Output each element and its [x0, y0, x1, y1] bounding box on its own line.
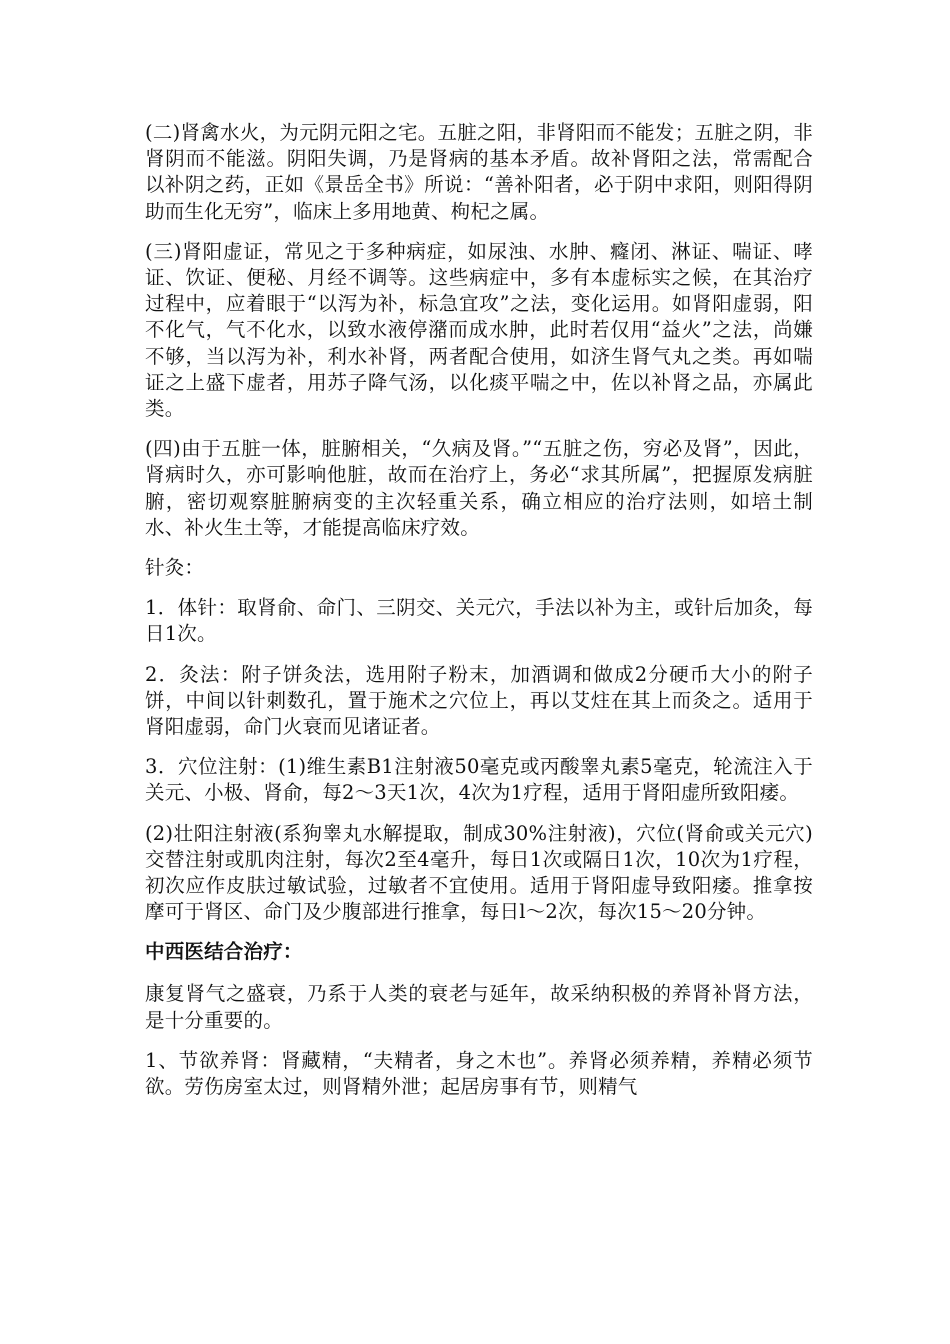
document-body — [145, 120, 813, 1114]
section-heading-integrated-treatment: 中西医结合治疗： — [145, 940, 303, 964]
acupuncture-item-moxibustion: 2．灸法：附子饼灸法，选用附子粉末，加酒调和做成2分硬币大小的附子饼，中间以针刺数孔，置于施术之穴位上，再以艾炷在其上而灸之。适用于肾阳虚弱，命门火衰而见诸证者。 — [145, 662, 813, 739]
acupuncture-item-body-needle: 1．体针：取肾俞、命门、三阴交、关元穴，手法以补为主，或针后加灸，每日1次。 — [145, 596, 813, 646]
paragraph-kidney-yin-yang: (二)肾禽水火，为元阴元阳之宅。五脏之阳，非肾阳而不能发；五脏之阴，非肾阴而不能滋。阴阳失调，乃是肾病的基本矛盾。故补肾阳之法，常需配合以补阴之药，正如《景岳全书》所说：“善补阳者，必于阴中求阳，则阳得阴助而生化无穷”，临床上多用地黄、枸杞之属。 — [145, 121, 813, 223]
acupuncture-item-yang-injection: (2)壮阳注射液(系狗睾丸水解提取，制成30%注射液)，穴位(肾俞或关元穴)交替注射或肌肉注射，每次2至4毫升，每日1次或隔日1次，10次为1疗程，初次应作皮肤过敏试验，过敏者不宜使用。适用于肾阳虚导致阳痿。推拿按摩可于肾区、命门及少腹部进行推拿，每日l～2次，每次15～20分钟。 — [145, 821, 813, 924]
paragraph-kidney-yang-deficiency: (三)肾阳虚证，常见之于多种病症，如尿浊、水肿、癃闭、淋证、喘证、哮证、饮证、便秘、月经不调等。这些病症中，多有本虚标实之候，在其治疗过程中，应着眼于“以泻为补，标急宜攻”之法，变化运用。如肾阳虚弱，阳不化气，气不化水，以致水液停潴而成水肿，此时若仅用“益火”之法，尚嫌不够，当以泻为补，利水补肾，两者配合使用，如济生肾气丸之类。再如喘证之上盛下虚者，用苏子降气汤，以化痰平喘之中，佐以补肾之品，亦属此类。 — [145, 239, 813, 421]
paragraph-five-organs: (四)由于五脏一体，脏腑相关，“久病及肾。”“五脏之伤，穷必及肾”，因此，肾病时久，亦可影响他脏，故而在治疗上，务必“求其所属”，把握原发病脏腑，密切观察脏腑病变的主次轻重关系，确立相应的治疗法则，如培土制水、补火生土等，才能提高临床疗效。 — [145, 437, 813, 539]
paragraph-rehabilitation: 康复肾气之盛衰，乃系于人类的衰老与延年，故采纳积极的养肾补肾方法，是十分重要的。 — [145, 982, 813, 1032]
paragraph-abstinence: 1、节欲养肾：肾藏精，“夫精者，身之木也”。养肾必须养精，养精必须节欲。劳伤房室太过，则肾精外泄；起居房事有节，则精气 — [145, 1048, 813, 1099]
acupuncture-item-point-injection: 3．穴位注射：(1)维生素B1注射液50毫克或丙酸睾丸素5毫克，轮流注入于关元、小极、肾俞，每2～3天1次，4次为1疗程，适用于肾阳虚所致阳痿。 — [145, 755, 813, 805]
acupuncture-label: 针灸： — [145, 556, 205, 580]
